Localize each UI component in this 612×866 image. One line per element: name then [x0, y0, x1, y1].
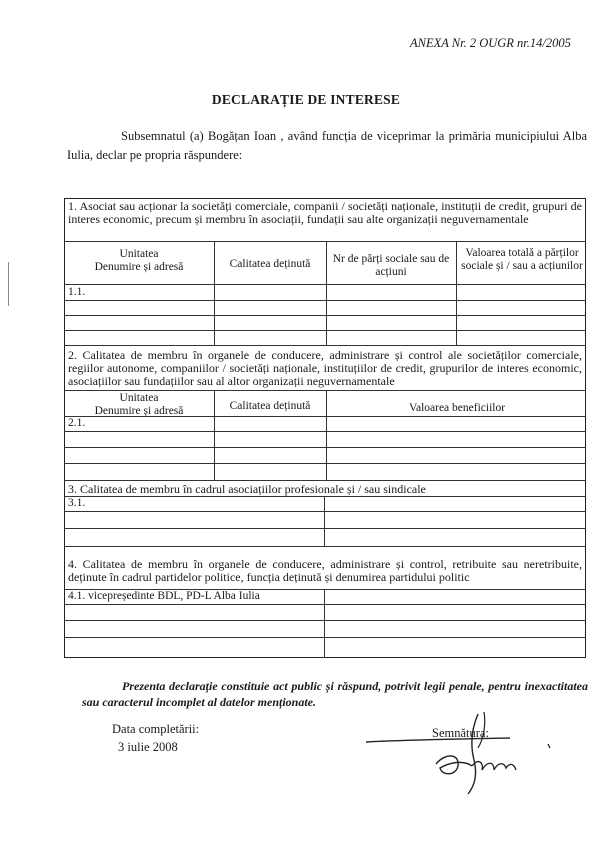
section-2-col-quality: Calitatea deținută [229, 400, 311, 412]
completion-date-value: 3 iulie 2008 [118, 740, 178, 754]
section-3-row-1: 3.1. [68, 497, 86, 509]
section-1-col-quality: Calitatea deținută [229, 258, 311, 270]
section-4-row-1: 4.1. vicepreședinte BDL, PD-L Alba Iulia [68, 590, 260, 602]
grid-line [64, 604, 586, 605]
grid-line [64, 416, 586, 417]
grid-line [64, 511, 586, 512]
page-title: DECLARAȚIE DE INTERESE [211, 92, 401, 107]
section-2-heading: 2. Calitatea de membru în organele de conducere, administrare și control ale societăților comerciale, regiilor autonome, companiilor / societăți naționale, instituțiilor de credit, grupurilor de interes economic, asociațiilor sau fundațiilor sau al altor organizații neguvernamentale [68, 348, 582, 388]
section-2-row-1: 2.1. [68, 417, 86, 429]
grid-line [64, 447, 586, 448]
handwritten-signature [360, 710, 560, 800]
grid-line [324, 589, 325, 658]
section-1-row-1: 1.1. [68, 286, 86, 298]
grid-line [64, 431, 586, 432]
grid-line [64, 284, 586, 285]
grid-line [326, 390, 327, 480]
section-3-heading: 3. Calitatea de membru în cadrul asociațiilor profesionale și / sau sindicale [68, 482, 426, 496]
signature-label: Semnătura: [432, 726, 489, 740]
margin-mark [8, 262, 9, 306]
grid-line [64, 620, 586, 621]
public-act-statement: Prezenta declarație constituie act public și răspund, potrivit legii penale, pentru inexactitatea sau caracterul incomplet al datelor menționate. [82, 679, 588, 709]
divider [64, 480, 586, 481]
section-4-heading: 4. Calitatea de membru în organele de conducere, administrare și control, retribuite sau neretribuite, deținute în cadrul partidelor politice, funcția deținută și denumirea partidului politic [68, 557, 582, 584]
grid-line [64, 300, 586, 301]
section-1-col-unit: Unitatea Denumire și adresă [94, 248, 184, 273]
grid-line [64, 637, 586, 638]
grid-line [214, 390, 215, 480]
divider [64, 390, 586, 391]
grid-line [324, 496, 325, 546]
grid-line [64, 528, 586, 529]
completion-date-label: Data completării: [112, 722, 200, 736]
divider [64, 241, 586, 242]
grid-line [64, 463, 586, 464]
section-2-col-benefits: Valoarea beneficiilor [408, 402, 506, 414]
section-1-col-shares: Nr de părți sociale sau de acțiuni [332, 253, 450, 278]
annex-reference: ANEXA Nr. 2 OUGR nr.14/2005 [410, 36, 571, 50]
divider [64, 496, 586, 497]
grid-line [64, 330, 586, 331]
section-1-heading: 1. Asociat sau acționar la societăți comerciale, companii / societăți naționale, instituții de credit, grupuri de interes economic, precum și membru în asociații, fundații sau alte organizații neguvernamentale [68, 199, 582, 226]
intro-paragraph: Subsemnatul (a) Bogățan Ioan , având funcția de viceprimar la primăria municipiului Alba Iulia, declar pe propria răspundere: [67, 129, 587, 162]
divider [64, 546, 586, 547]
divider [64, 345, 586, 346]
grid-line [64, 315, 586, 316]
section-2-col-unit: Unitatea Denumire și adresă [94, 392, 184, 417]
section-1-col-value: Valoarea totală a părților sociale și / sau a acțiunilor [461, 247, 583, 272]
